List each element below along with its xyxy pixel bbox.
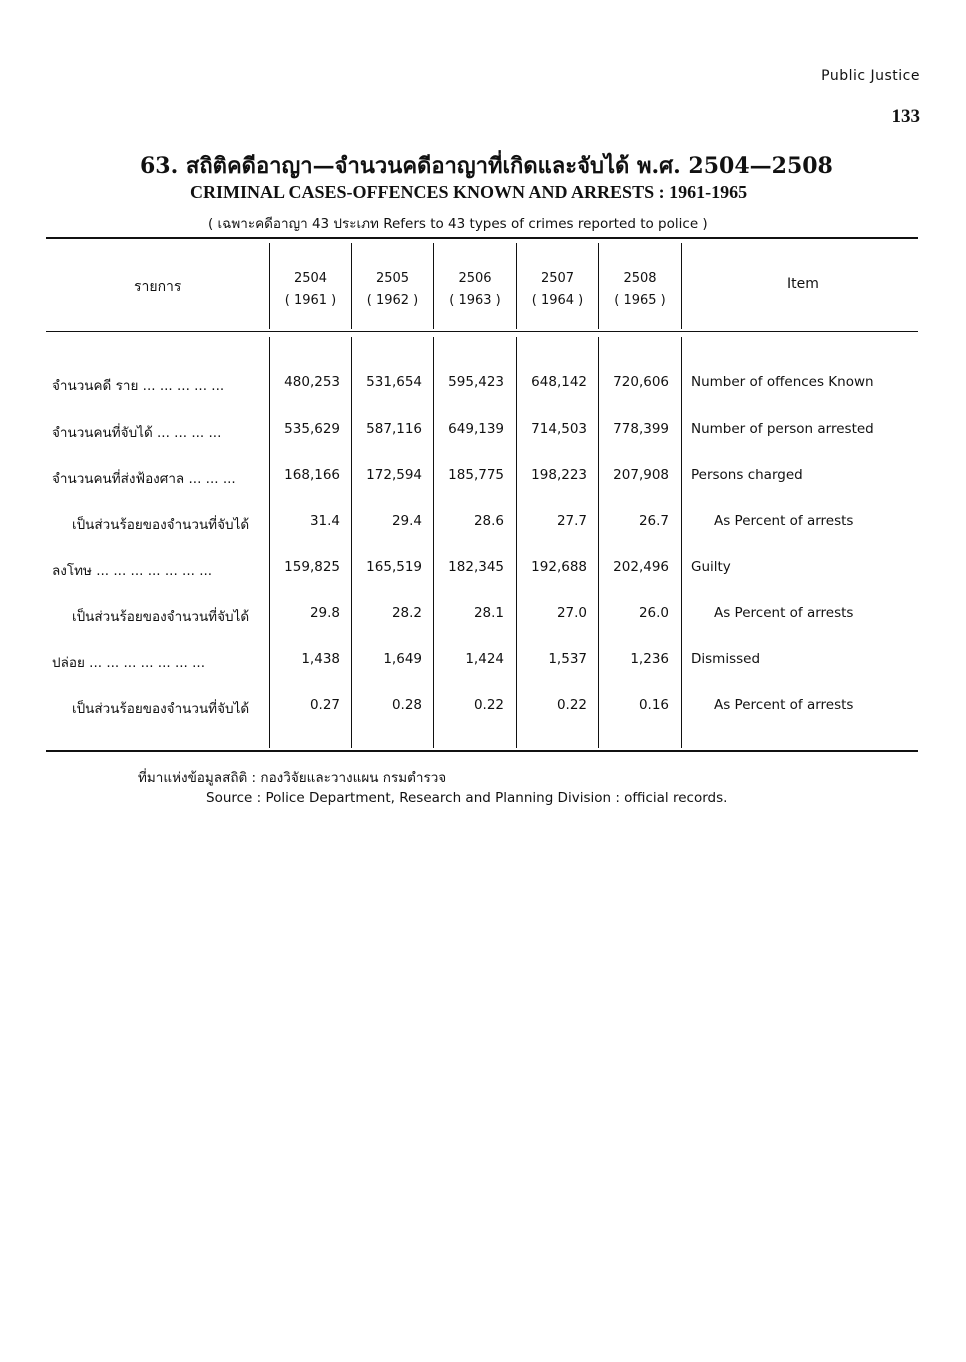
year-be: 2508	[623, 271, 657, 286]
header-item-english: Item	[787, 276, 819, 292]
year-ce: ( 1963 )	[449, 293, 501, 308]
value-2507: 714,503	[531, 421, 587, 437]
value-2508: 778,399	[613, 421, 669, 437]
table-row	[46, 651, 918, 675]
header-rule	[46, 331, 918, 332]
row-label-thai: เป็นส่วนร้อยของจำนวนที่จับได้	[72, 517, 250, 533]
header-year-2506	[434, 268, 516, 312]
value-2504: 535,629	[284, 421, 340, 437]
table-row	[46, 605, 918, 629]
row-label-english: Persons charged	[691, 467, 803, 483]
column-divider	[269, 337, 270, 748]
value-2505: 587,116	[366, 421, 422, 437]
value-2504: 159,825	[284, 559, 340, 575]
table-bottom-rule	[46, 750, 918, 752]
row-label-english: Dismissed	[691, 651, 761, 667]
value-2504: 480,253	[284, 374, 340, 390]
value-2507: 192,688	[531, 559, 587, 575]
value-2507: 27.0	[556, 605, 587, 621]
year-ce: ( 1964 )	[531, 293, 584, 308]
year-ce: ( 1962 )	[366, 293, 419, 308]
value-2504: 29.8	[309, 605, 340, 621]
table-subtitle: ( เฉพาะคดีอาญา 43 ประเภท Refers to 43 types of crimes reported to police )	[208, 216, 708, 232]
value-2507: 1,537	[548, 651, 587, 667]
year-be: 2507	[540, 271, 575, 286]
row-label-thai: จำนวนคนที่จับได้ ... ... ... ...	[52, 425, 222, 441]
header-item-thai: รายการ	[134, 279, 182, 295]
value-2505: 1,649	[383, 651, 422, 667]
value-2506: 28.6	[473, 513, 504, 529]
source-note-english: Source : Police Department, Research and Planning Division : official records.	[206, 790, 728, 806]
value-2506: 182,345	[448, 559, 504, 575]
value-2505: 172,594	[366, 467, 422, 483]
year-be: 2505	[375, 271, 410, 286]
row-label-thai: เป็นส่วนร้อยของจำนวนที่จับได้	[72, 609, 250, 625]
table-row	[46, 374, 918, 398]
column-divider	[598, 337, 599, 748]
value-2508: 0.16	[638, 697, 669, 713]
running-head: Public Justice	[821, 68, 920, 84]
value-2507: 0.22	[556, 697, 587, 713]
row-label-thai: ปล่อย ... ... ... ... ... ... ...	[52, 655, 206, 671]
value-2505: 0.28	[391, 697, 422, 713]
value-2508: 202,496	[613, 559, 669, 575]
value-2508: 26.0	[638, 605, 669, 621]
header-year-2505	[352, 268, 433, 312]
column-divider	[351, 337, 352, 748]
table-top-rule	[46, 237, 918, 239]
value-2504: 168,166	[284, 467, 340, 483]
row-label-english: Number of person arrested	[691, 421, 874, 437]
row-label-thai: เป็นส่วนร้อยของจำนวนที่จับได้	[72, 701, 250, 717]
value-2504: 1,438	[301, 651, 340, 667]
header-year-2504	[270, 268, 351, 312]
value-2505: 531,654	[366, 374, 422, 390]
table-row	[46, 421, 918, 445]
value-2504: 31.4	[309, 513, 340, 529]
column-divider	[681, 243, 682, 329]
value-2506: 649,139	[448, 421, 504, 437]
table-row	[46, 467, 918, 491]
value-2504: 0.27	[309, 697, 340, 713]
column-divider	[433, 337, 434, 748]
row-label-english: As Percent of arrests	[714, 513, 854, 529]
table-row	[46, 559, 918, 583]
value-2507: 27.7	[556, 513, 587, 529]
value-2507: 198,223	[531, 467, 587, 483]
row-label-english: Guilty	[691, 559, 731, 575]
year-be: 2504	[293, 271, 328, 286]
value-2505: 165,519	[366, 559, 422, 575]
value-2507: 648,142	[531, 374, 587, 390]
row-label-thai: ลงโทษ ... ... ... ... ... ... ...	[52, 563, 213, 579]
value-2508: 26.7	[638, 513, 669, 529]
row-label-english: As Percent of arrests	[714, 697, 854, 713]
page-number: 133	[891, 106, 920, 127]
value-2505: 29.4	[391, 513, 422, 529]
value-2506: 185,775	[448, 467, 504, 483]
value-2508: 207,908	[613, 467, 669, 483]
value-2506: 1,424	[465, 651, 504, 667]
source-note-thai: ที่มาแห่งข้อมูลสถิติ : กองวิจัยและวางแผน กรมตำรวจ	[138, 770, 447, 786]
table-title-thai: 63. สถิติคดีอาญา—จำนวนคดีอาญาที่เกิดและจับได้ พ.ศ. 2504—2508	[140, 153, 833, 179]
table-row	[46, 697, 918, 721]
year-be: 2506	[458, 271, 492, 286]
year-ce: ( 1961 )	[284, 293, 337, 308]
value-2505: 28.2	[391, 605, 422, 621]
year-ce: ( 1965 )	[614, 293, 666, 308]
table-row	[46, 513, 918, 537]
row-label-thai: จำนวนคนที่ส่งฟ้องศาล ... ... ...	[52, 471, 236, 487]
value-2506: 595,423	[448, 374, 504, 390]
header-year-2508	[599, 268, 681, 312]
column-divider	[516, 337, 517, 748]
value-2508: 1,236	[630, 651, 669, 667]
table-title-english: CRIMINAL CASES-OFFENCES KNOWN AND ARRESTS : 1961-1965	[190, 182, 748, 202]
row-label-english: As Percent of arrests	[714, 605, 854, 621]
value-2506: 28.1	[473, 605, 504, 621]
row-label-thai: จำนวนคดี ราย ... ... ... ... ...	[52, 378, 225, 394]
column-divider	[681, 337, 682, 748]
value-2508: 720,606	[613, 374, 669, 390]
row-label-english: Number of offences Known	[691, 374, 874, 390]
header-year-2507	[517, 268, 598, 312]
value-2506: 0.22	[473, 697, 504, 713]
